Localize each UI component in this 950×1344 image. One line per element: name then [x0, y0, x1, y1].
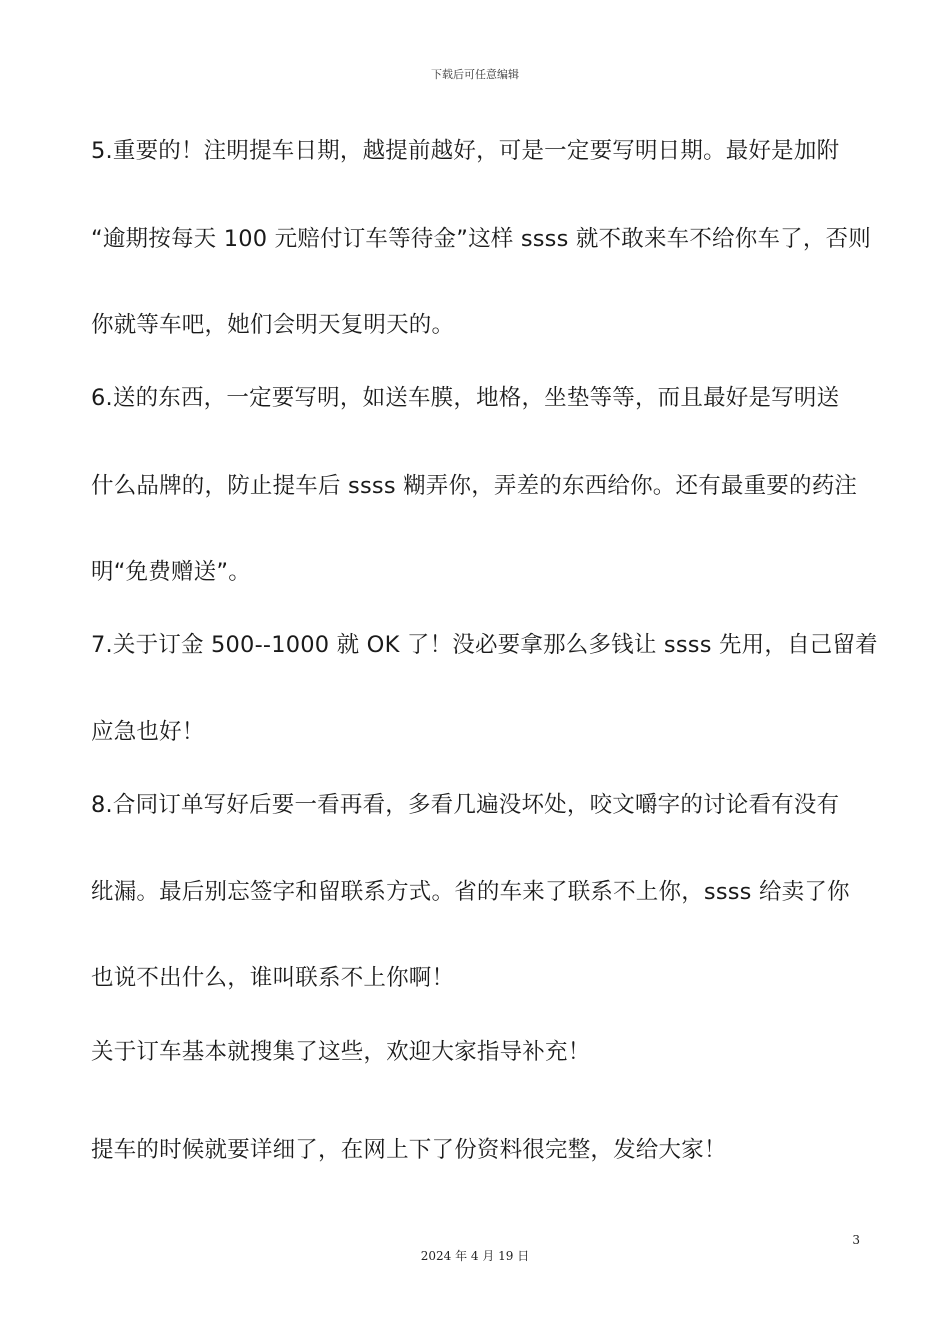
text-line: 关于订车基本就搜集了这些，欢迎大家指导补充！ [91, 1039, 591, 1065]
page-number: 3 [852, 1233, 860, 1247]
text-line: 8.合同订单写好后要一看再看，多看几遍没坏处，咬文嚼字的讨论看有没有 [91, 792, 840, 818]
text-line: 明“免费赠送”。 [91, 559, 251, 585]
text-line: 什么品牌的，防止提车后 ssss 糊弄你，弄差的东西给你。还有最重要的药注 [91, 473, 858, 499]
text-line: 应急也好！ [91, 719, 205, 745]
text-line: 7.关于订金 500--1000 就 OK 了！没必要拿那么多钱让 ssss 先用，自己留着 [91, 632, 878, 658]
text-line: 你就等车吧，她们会明天复明天的。 [91, 312, 455, 338]
text-line: 6.送的东西，一定要写明，如送车膜，地格，坐垫等等，而且最好是写明送 [91, 385, 840, 411]
footer-date: 2024 年 4 月 19 日 [420, 1249, 530, 1263]
text-line: 也说不出什么，谁叫联系不上你啊！ [91, 965, 455, 991]
text-line: 纰漏。最后别忘签字和留联系方式。省的车来了联系不上你，ssss 给卖了你 [91, 879, 850, 905]
header-note: 下载后可任意编辑 [431, 68, 519, 81]
text-line: “逾期按每天 100 元赔付订车等待金”这样 ssss 就不敢来车不给你车了，否则 [91, 226, 871, 252]
text-line: 提车的时候就要详细了，在网上下了份资料很完整，发给大家！ [91, 1137, 727, 1163]
text-line: 5.重要的！注明提车日期，越提前越好，可是一定要写明日期。最好是加附 [91, 138, 840, 164]
